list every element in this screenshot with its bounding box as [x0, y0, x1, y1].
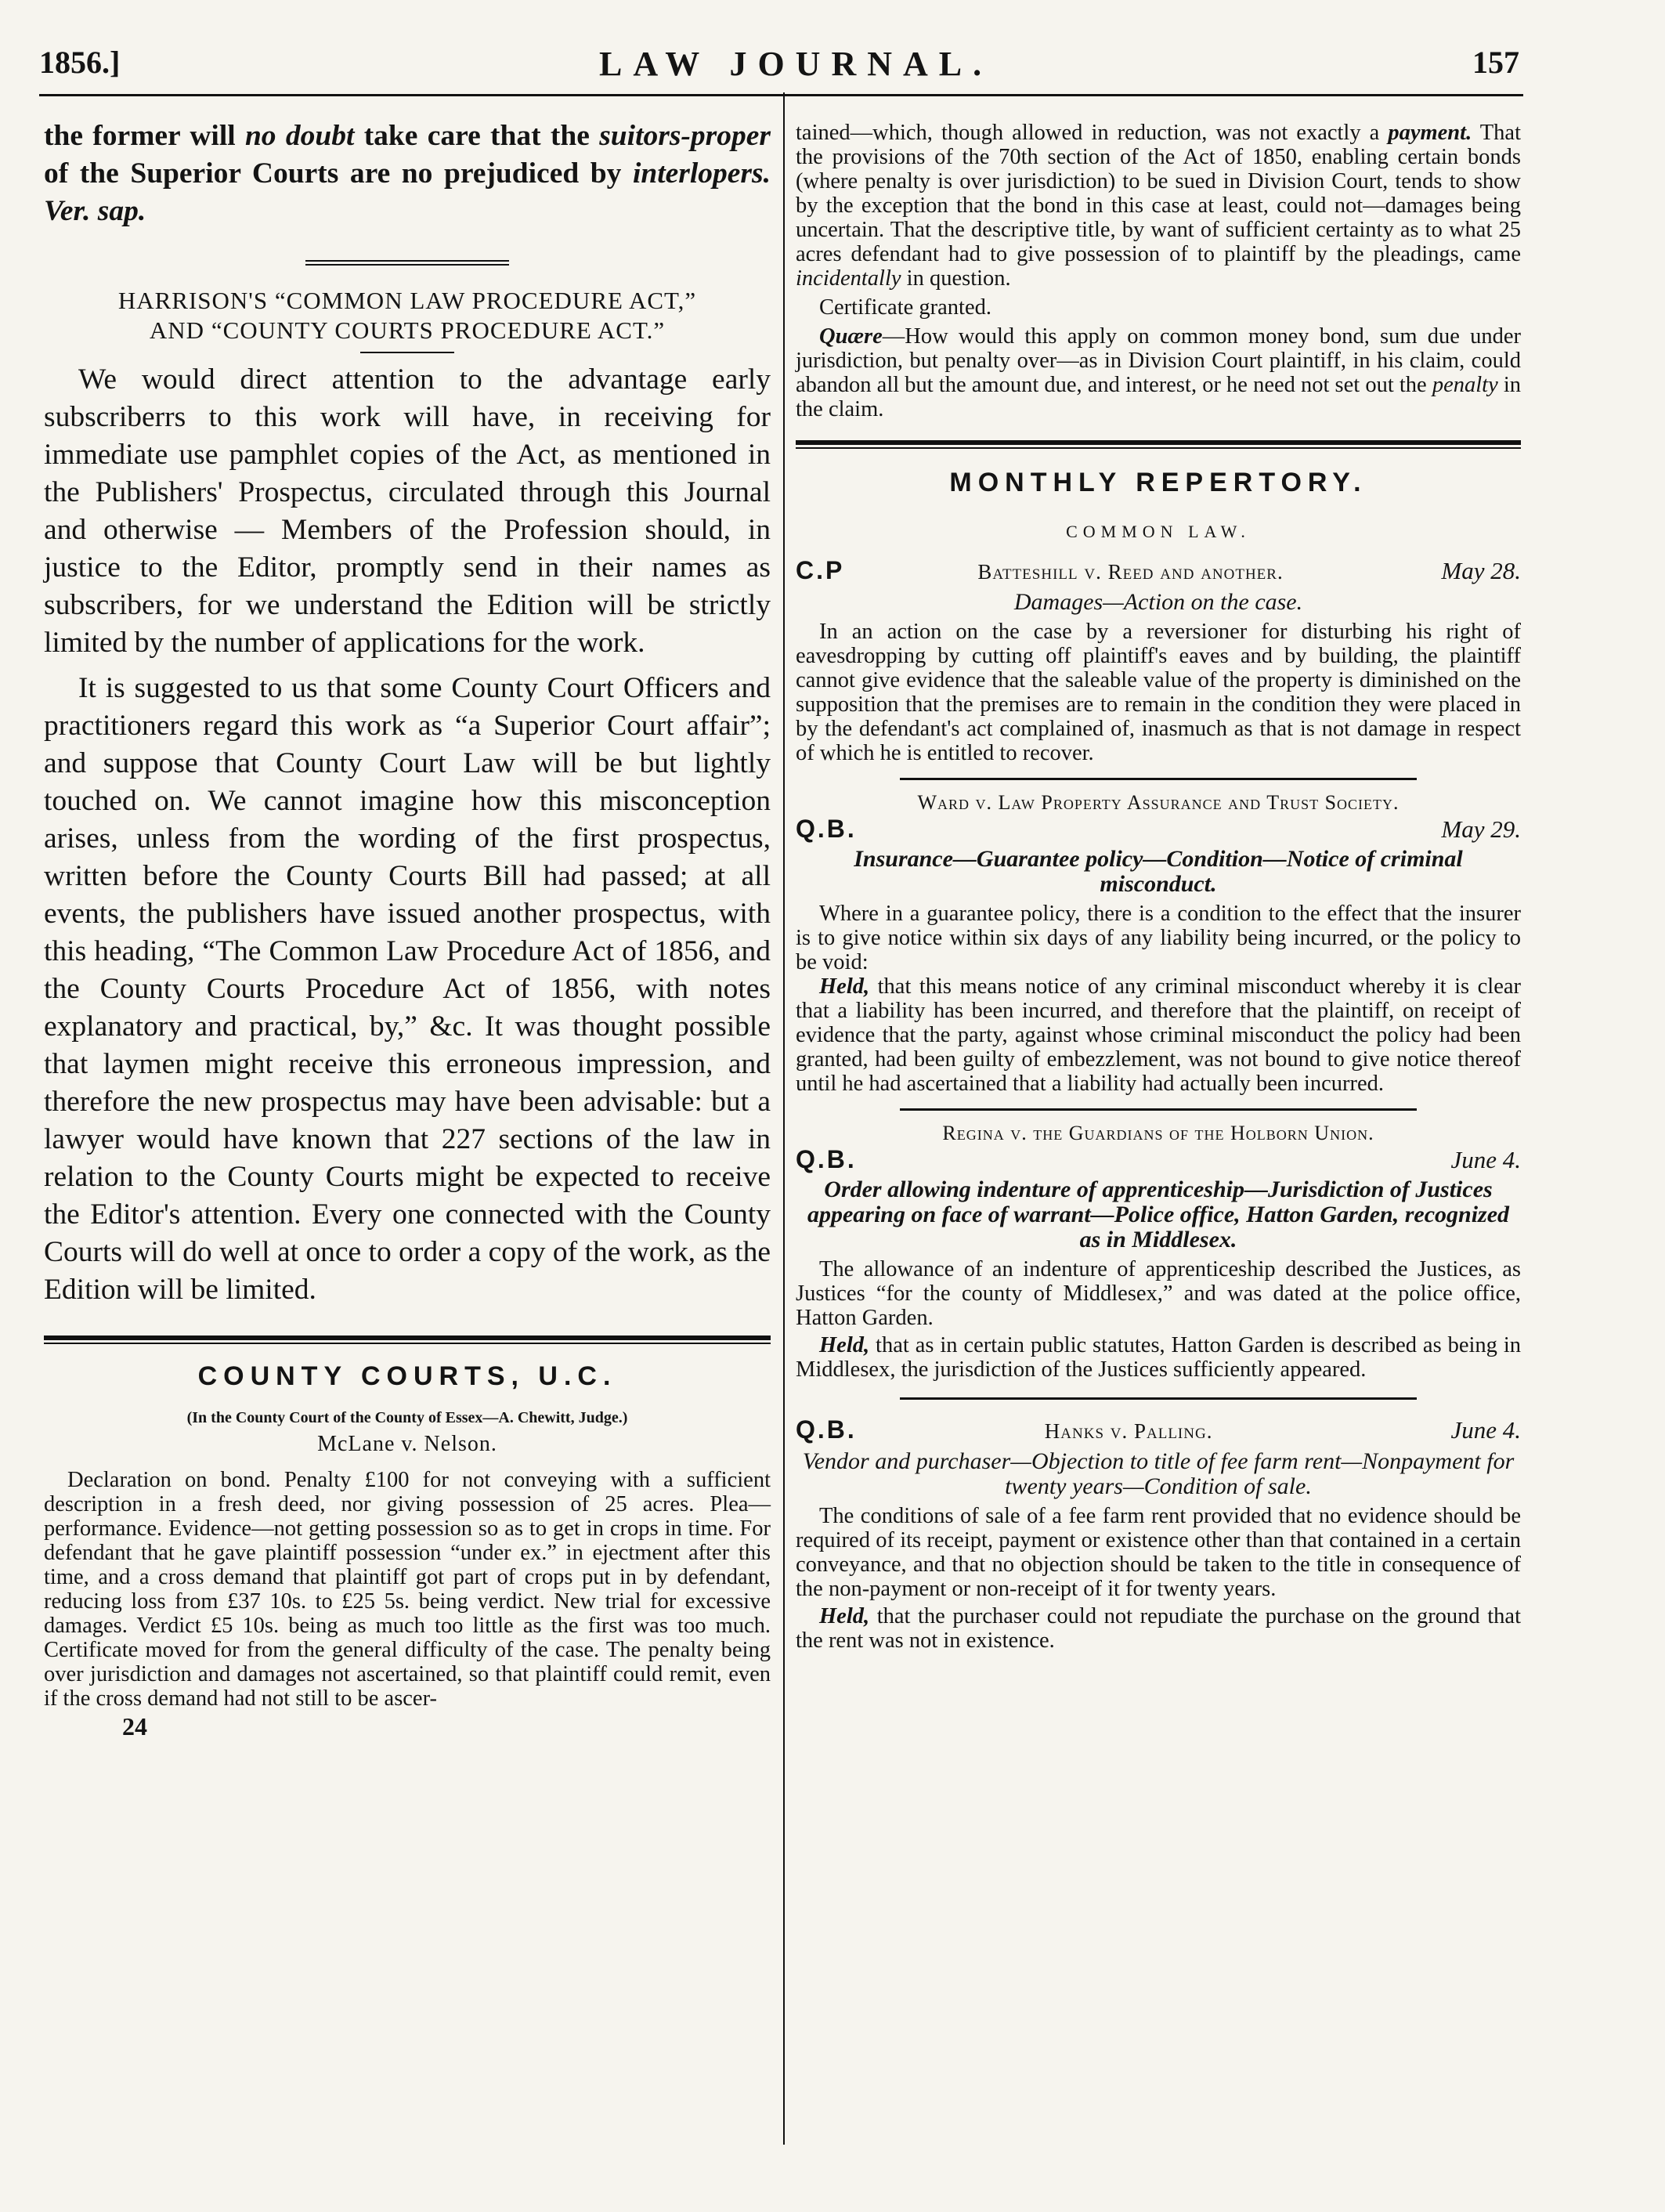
case-name: Hanks v. Palling.	[1044, 1419, 1213, 1443]
header-rule	[39, 94, 1523, 96]
case-body-held: Held, that this means notice of any criminal misconduct whereby it is clear that a liability has been incurred, and therefore that the plaintiff, on receipt of evidence that the party, against whose criminal misconduct the policy had been granted, had been guilty of embezzlement, was not bound to give notice thereof until he had ascertained that a liability had actually been incurred.	[796, 974, 1521, 1096]
case-title: Order allowing indenture of apprenticeship—Jurisdiction of Justices appearing on face of warrant—Police office, Hatton Garden, recognized as in Middlesex.	[807, 1176, 1510, 1252]
running-header	[39, 44, 1519, 91]
case-date: May 29.	[1441, 815, 1521, 843]
section-divider-thick	[44, 1336, 771, 1344]
section-divider-thick	[796, 440, 1521, 449]
case-header	[796, 556, 1521, 585]
case-title: Vendor and purchaser—Objection to title of fee farm rent—Nonpayment for twenty years—Condition of sale.	[802, 1448, 1515, 1499]
case-header	[796, 1415, 1521, 1444]
certificate-granted: Certificate granted.	[819, 295, 991, 320]
court-tag: C.P	[796, 556, 845, 584]
case-body: The conditions of sale of a fee farm rent provided that no evidence should be required of its receipt, payment or existence other than that contained in a certain conveyance, and that no objection should be taken to the title in consequence of the non-payment or non-receipt of it for twenty years.	[796, 1504, 1521, 1601]
header-year: 1856.]	[39, 45, 121, 80]
case-body: The allowance of an indenture of apprenticeship described the Justices, as Justices “for the county of Middlesex,” and was dated at the police office, Hatton Garden.	[796, 1257, 1521, 1330]
paragraph-advantage: We would direct attention to the advantage early subscriberrs to this work will have, in receiving for immediate use pamphlet copies of the Act, as mentioned in the Publishers' Prospectus, circulated through this Journal and otherwise — Members of the Profession should, in justice to the Editor, promptly send in their names as subscribers, for we understand the Edition will be strictly limited by the number of applications for the work.	[44, 363, 771, 659]
case-body: Where in a guarantee policy, there is a condition to the effect that the insurer is to give notice within six days of any liability being incurred, or the policy to be void:	[796, 902, 1521, 974]
section-divider	[305, 260, 509, 266]
court-tag: Q.B.	[796, 815, 857, 843]
paragraph-quaere: Quære—How would this apply on common money bond, sum due under jurisdiction, but penalty over—as in Division Court plaintiff, in his claim, could abandon all but the amount due, and interest, or he need not set out the penalty in the claim.	[796, 324, 1522, 421]
page-number: 157	[1472, 45, 1519, 80]
case-title: Insurance—Guarantee policy—Condition—Notice of criminal misconduct.	[854, 846, 1463, 897]
court-tag: Q.B.	[796, 1145, 857, 1173]
case-date: June 4.	[1450, 1146, 1521, 1173]
court-note: (In the County Court of the County of Essex—A. Chewitt, Judge.)	[186, 1409, 628, 1426]
case-header	[796, 1145, 1521, 1174]
case-name: McLane v. Nelson.	[317, 1432, 497, 1456]
case-body-held: Held, that the purchaser could not repudiate the purchase on the ground that the rent was not in existence.	[796, 1604, 1521, 1653]
header-title: LAW JOURNAL.	[599, 45, 993, 83]
court-tag: Q.B.	[796, 1415, 857, 1444]
case-body: In an action on the case by a reversioner for disturbing his right of eavesdropping by cutting off plaintiff's eaves and by building, the plaintiff cannot give evidence that the saleable value of the property is diminished on the supposition that the premises are to remain in the condition they were placed in by the defendant's act complained of, inasmuch as that is not damage in respect of which he is entitled to recover.	[796, 620, 1521, 765]
signature-mark: 24	[122, 1712, 147, 1740]
case-name: Regina v. the Guardians of the Holborn Union.	[942, 1122, 1374, 1144]
case-name: Ward v. Law Property Assurance and Trust Society.	[917, 791, 1400, 814]
common-law-subhead: COMMON LAW.	[1066, 522, 1251, 541]
case-title: Damages—Action on the case.	[1013, 589, 1303, 615]
paragraph-tained: tained—which, though allowed in reduction, was not exactly a payment. That the provisions of the 70th section of the Act of 1850, enabling certain bonds (where penalty is over jurisdiction) to be sued in Division Court, tends to show by the exception that the bond in this case at least, could not—damages being uncertain. That the descriptive title, by want of sufficient certainty as to what 25 acres defendant had to give possession of to plaintiff by the pleadings, came incidentally in question.	[796, 121, 1521, 291]
paragraph-declaration: Declaration on bond. Penalty £100 for not conveying with a sufficient description in a fresh deed, nor giving possession of 25 acres. Plea—performance. Evidence—not getting possession so as to get in crops in time. For defendant that he gave plaintiff possession “under ex.” in ejectment after this time, and a cross demand that plaintiff got part of crops put in by defendant, reducing loss from £37 10s. to £25 5s. being verdict. New trial for excessive damages. Verdict £5 10s. being as much too little as the first was too much. Certificate moved for from the general difficulty of the case. The penalty being over jurisdiction and damages not ascertained, so that plaintiff could remit, even if the cross demand had not still to be ascer-	[44, 1468, 771, 1711]
monthly-repertory-title: MONTHLY REPERTORY.	[949, 468, 1367, 497]
county-courts-title: COUNTY COURTS, U.C.	[197, 1361, 617, 1391]
paragraph-suggested: It is suggested to us that some County Court Officers and practitioners regard this work as “a Superior Court affair”; and suppose that County Court Law will be but lightly touched on. We cannot imagine how this misconception arises, unless from the wording of the first prospectus, written before the County Courts Bill had passed; at all events, the publishers have issued another prospectus, with this heading, “The Common Law Procedure Act of 1856, and the County Courts Procedure Act of 1856, with notes explanatory and practical, by,” &c. It was thought possible that laymen might receive this erroneous impression, and therefore the new prospectus may have been advisable: but a lawyer would have known that 227 sections of the law in relation to the County Courts might be expected to receive the Editor's attention. Every one connected with the County Courts will do well at once to order a copy of the work, as the Edition will be limited.	[44, 672, 771, 1306]
left-column	[44, 117, 771, 1741]
right-column	[796, 121, 1521, 1653]
case-body-held: Held, that as in certain public statutes, Hatton Garden is described as being in Middlesex, the jurisdiction of the Justices sufficiently appeared.	[796, 1333, 1521, 1382]
paragraph-former: the former will no doubt take care that the suitors-proper of the Superior Courts are no prejudiced by interlopers. Ver. sap.	[44, 120, 771, 227]
column-rule	[783, 92, 785, 2145]
case-header	[796, 815, 1521, 844]
case-date: June 4.	[1450, 1416, 1521, 1444]
heading-rule	[360, 352, 454, 353]
harrison-heading: HARRISON'S “COMMON LAW PROCEDURE ACT,” AND “COUNTY COURTS PROCEDURE ACT.”	[117, 287, 697, 344]
case-date: May 28.	[1441, 557, 1521, 584]
case-name: Batteshill v. Reed and another.	[977, 560, 1284, 584]
